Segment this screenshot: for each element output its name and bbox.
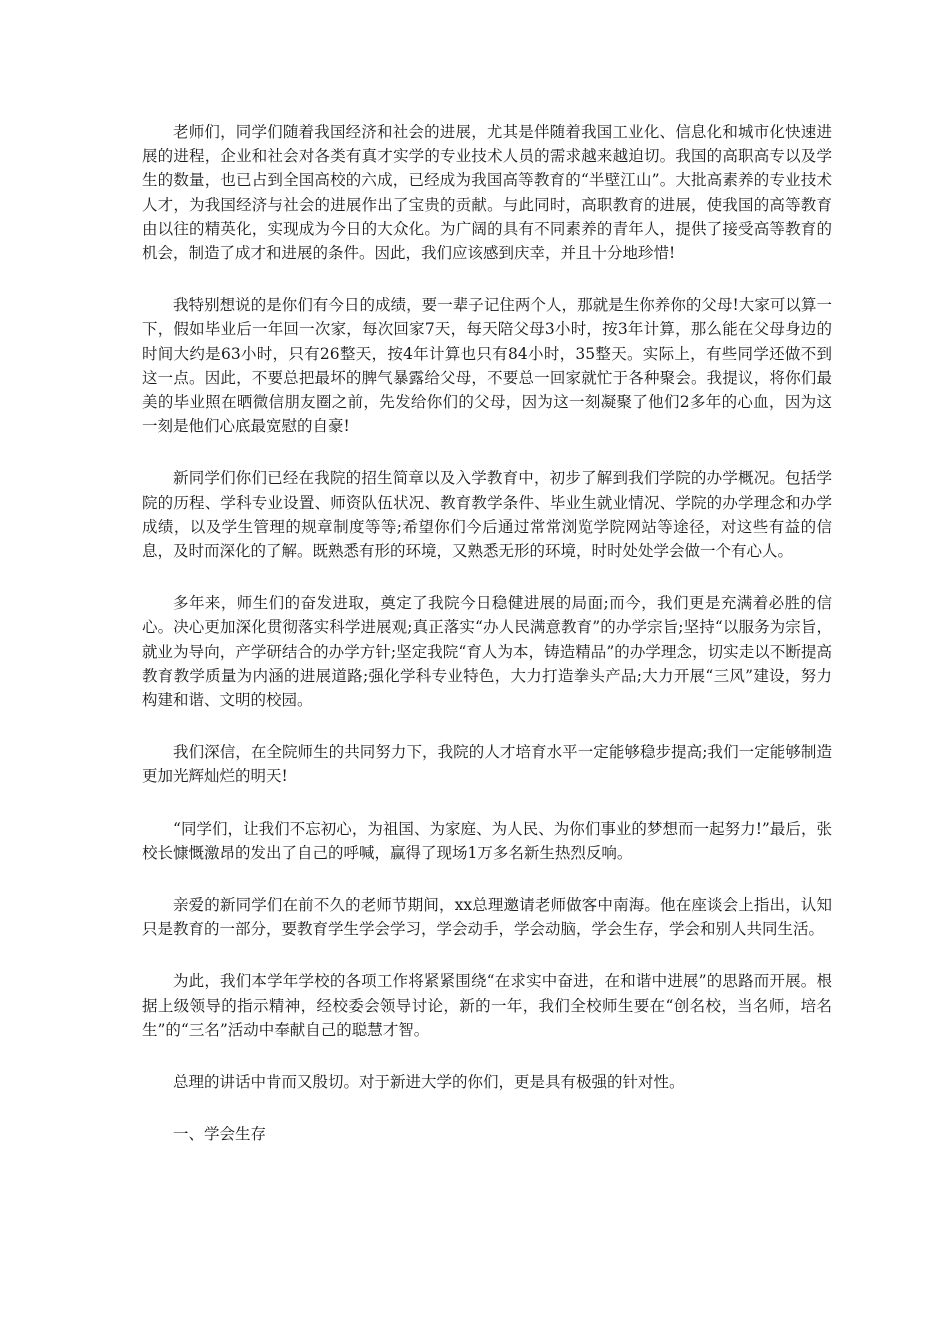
paragraph-3: 新同学们你们已经在我院的招生简章以及入学教育中，初步了解到我们学院的办学概况。包括学院的历程、学科专业设置、师资队伍状况、教育教学条件、毕业生就业情况、学院的办学理念和办学成绩，以及学生管理的规章制度等等;希望你们今后通过常常浏览学院网站等途径，对这些有益的信息，及时而深化的了解。既熟悉有形的环境，又熟悉无形的环境，时时处处学会做一个有心人。 xyxy=(142,469,832,561)
paragraph-4: 多年来，师生们的奋发进取，奠定了我院今日稳健进展的局面;而今，我们更是充满着必胜的信心。决心更加深化贯彻落实科学进展观;真正落实“办人民满意教育”的办学宗旨;坚持“以服务为宗旨，就业为导向，产学研结合的办学方针;坚定我院“育人为本，铸造精品”的办学理念，切实走以不断提高教育教学质量为内涵的进展道路;强化学科专业特色，大力打造拳头产品;大力开展“三风”建设，努力构建和谐、文明的校园。 xyxy=(142,594,832,710)
paragraph-7: 亲爱的新同学们在前不久的老师节期间，xx总理邀请老师做客中南海。他在座谈会上指出，认知只是教育的一部分，要教育学生学会学习，学会动手，学会动脑，学会生存，学会和别人共同生活。 xyxy=(142,896,832,939)
section-heading: 一、学会生存 xyxy=(173,1125,267,1144)
paragraph-1: 老师们，同学们随着我国经济和社会的进展，尤其是伴随着我国工业化、信息化和城市化快速进展的进程，企业和社会对各类有真才实学的专业技术人员的需求越来越迫切。我国的高职高专以及学生的数量，也已占到全国高校的六成，已经成为我国高等教育的“半壁江山”。大批高素养的专业技术人才，为我国经济与社会的进展作出了宝贵的贡献。与此同时，高职教育的进展，使我国的高等教育由以往的精英化，实现成为今日的大众化。为广阔的具有不同素养的青年人，提供了接受高等教育的机会，制造了成才和进展的条件。因此，我们应该感到庆幸，并且十分地珍惜! xyxy=(142,123,832,263)
paragraph-9: 总理的讲话中肯而又殷切。对于新进大学的你们，更是具有极强的针对性。 xyxy=(173,1073,685,1092)
document-page xyxy=(142,120,832,1175)
paragraph-5: 我们深信，在全院师生的共同努力下，我院的人才培育水平一定能够稳步提高;我们一定能够制造更加光辉灿烂的明天! xyxy=(142,743,832,786)
paragraph-8: 为此，我们本学年学校的各项工作将紧紧围绕“在求实中奋进，在和谐中进展”的思路而开展。根据上级领导的指示精神，经校委会领导讨论，新的一年，我们全校师生要在“创名校，当名师，培名生”的“三名”活动中奉献自己的聪慧才智。 xyxy=(142,972,832,1039)
paragraph-6: “同学们，让我们不忘初心，为祖国、为家庭、为人民、为你们事业的梦想而一起努力!”最后，张校长慷慨激昂的发出了自己的呼喊，赢得了现场1万多名新生热烈反响。 xyxy=(142,819,832,862)
paragraph-2: 我特别想说的是你们有今日的成绩，要一辈子记住两个人，那就是生你养你的父母!大家可以算一下，假如毕业后一年回一次家，每次回家7天，每天陪父母3小时，按3年计算，那么能在父母身边的时间大约是63小时，只有26整天，按4年计算也只有84小时，35整天。实际上，有些同学还做不到这一点。因此，不要总把最坏的脾气暴露给父母，不要总一回家就忙于各种聚会。我提议，将你们最美的毕业照在晒微信朋友圈之前，先发给你们的父母，因为这一刻凝聚了他们2多年的心血，因为这一刻是他们心底最宽慰的自豪! xyxy=(142,296,832,436)
